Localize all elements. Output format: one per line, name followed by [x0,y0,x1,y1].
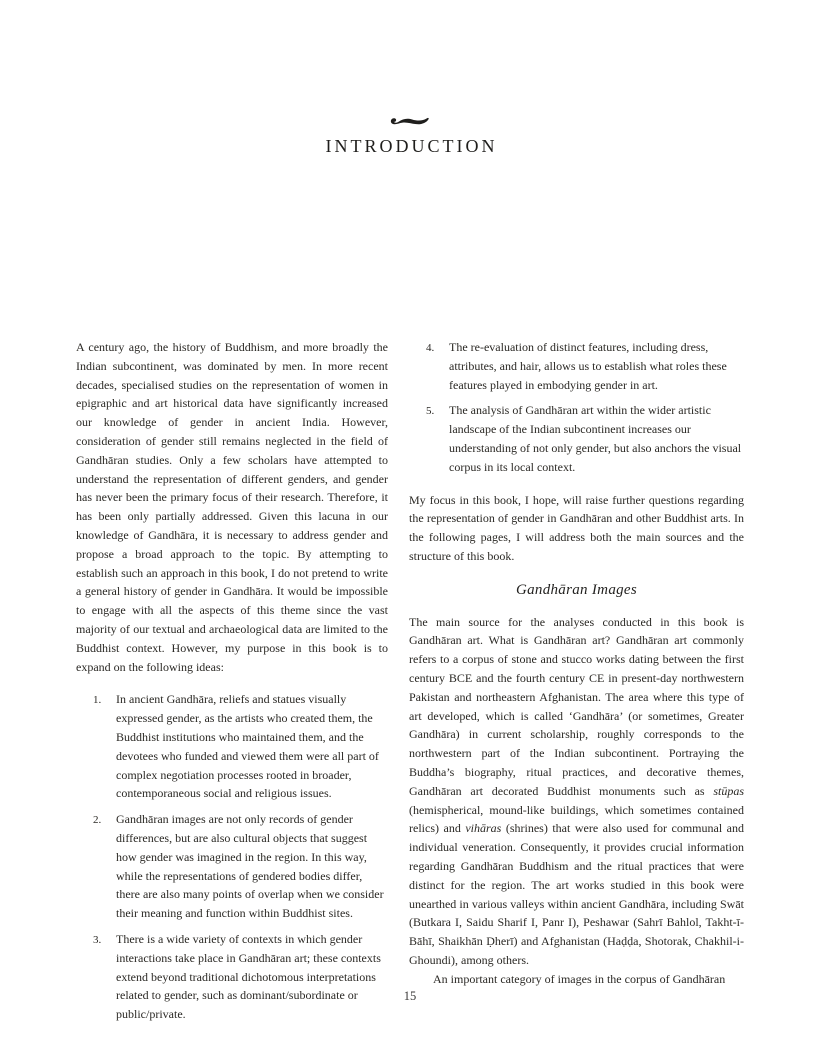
sources-text-3: (shrines) that were also used for communal and individual veneration. Consequently, it provides crucial information regarding Gandhāran Buddhism and the ritual practices that were distinct for the region. The art works studied in this book were unearthed in various valleys within ancient Gandhāra, including Swāt (Butkara I, Saidu Sharif I, Panr I), Peshawar (Sahrī Bahlol, Takht-ī-Bāhī, Shaikhān Ḍherī) and Afghanistan (Haḍḍa, Shotorak, Chakhil-i-Ghoundi), among others. [409,821,744,967]
list-item-1-number: 1. [93,694,102,707]
list-item-2-number: 2. [93,814,102,827]
sources-text-2: (hemispherical, mound-like buildings, which sometimes contained relics) and [409,802,744,836]
sources-text-1: The main source for the analyses conducted in this book is Gandhāran art. What is Gandhāran art? Gandhāran art commonly refers to a corpus of stone and stucco works dating between the first century BCE and the fourth century CE in present-day northwestern Pakistan and northeastern Afghanistan. The area where this type of art developed, which is called ‘Gandhāra’ (or sometimes, Greater Gandhāra) in current scholarship, roughly corresponds to the northwestern part of the Indian subcontinent. Portraying the Buddha’s biography, ritual practices, and decorative themes, Gandhāran art decorated Buddhist monuments such as [409,614,744,798]
list-item-3 [76,930,388,1024]
right-column [409,338,744,1024]
sources-term-viharas: vihāras [465,821,502,836]
sources-paragraph [409,613,744,970]
page-number: 15 [403,989,417,1003]
list-item-1 [76,690,388,803]
focus-paragraph: My focus in this book, I hope, will raise further questions regarding the representation of gender in Gandhāran and other Buddhist arts. In the following pages, I will address both the main sources and the structure of this book. [409,492,744,563]
chapter-title: INTRODUCTION [325,136,498,156]
chapter-header [76,112,744,157]
list-item-2 [76,810,388,923]
list-item-4 [409,338,744,394]
list-item-4-text: The re-evaluation of distinct features, including dress, attributes, and hair, allows us to establish what roles these features played in embodying gender in art. [449,340,727,392]
left-column [76,338,388,1024]
sources-term-stupas: stūpas [713,783,744,798]
intro-paragraph: A century ago, the history of Buddhism, and more broadly the Indian subcontinent, was dominated by men. In more recent decades, specialised studies on the representation of women in epigraphic and art historical data have significantly increased our knowledge of gender in ancient India. However, consideration of gender still remains neglected in the field of Gandhāran studies. Only a few scholars have attempted to understand the representation of different genders, and gender has never been the primary focus of their research. Therefore, it has been only partially addressed. Given this lacuna in our knowledge of Gandhāra, it is necessary to address gender and propose a broad approach to the topic. By attempting to establish such an approach in this book, I do not pretend to write a general history of gender in Gandhāra. It would be impossible to engage with all the aspects of this theme since the vast majority of our textual and archaeological data are limited to the Buddhist context. However, my purpose in this book is to expand on the following ideas: [76,340,388,674]
list-item-3-text: There is a wide variety of contexts in which gender interactions take place in Gandhāran art; these contexts extend beyond traditional dichotomous interpretations related to gender, such as dominant/subordinate or public/private. [116,931,381,1022]
ideas-list-items-4-5 [409,338,744,477]
list-item-3-number: 3. [93,933,102,946]
list-item-5-text: The analysis of Gandhāran art within the wider artistic landscape of the Indian subcontinent increases our understanding of not only gender, but also anchors the visual corpus in its local context. [449,403,742,474]
two-column-text-block [76,338,744,1024]
list-item-1-text: In ancient Gandhāra, reliefs and statues visually expressed gender, as the artists who created them, the Buddhist institutions who maintained them, and the devotees who funded and viewed them were all part of complex negotiation processes rooted in broader, contemporaneous social and religious issues. [116,692,379,801]
category-paragraph: An important category of images in the corpus of Gandhāran [433,971,726,986]
list-item-2-text: Gandhāran images are not only records of gender differences, but are also cultural objects that suggest how gender was imagined in the region. In this way, while the representations of gendered bodies differ, there are also many points of overlap when we consider their meaning and function within Buddhist sites. [116,812,384,921]
list-item-4-number: 4. [426,342,435,354]
fleuron-ornament-icon [389,112,431,129]
list-item-5 [409,401,744,476]
section-heading-gandharan-images: Gandhāran Images [515,581,638,598]
ideas-list-items-1-3 [76,690,388,1024]
list-item-5-number: 5. [426,405,435,418]
